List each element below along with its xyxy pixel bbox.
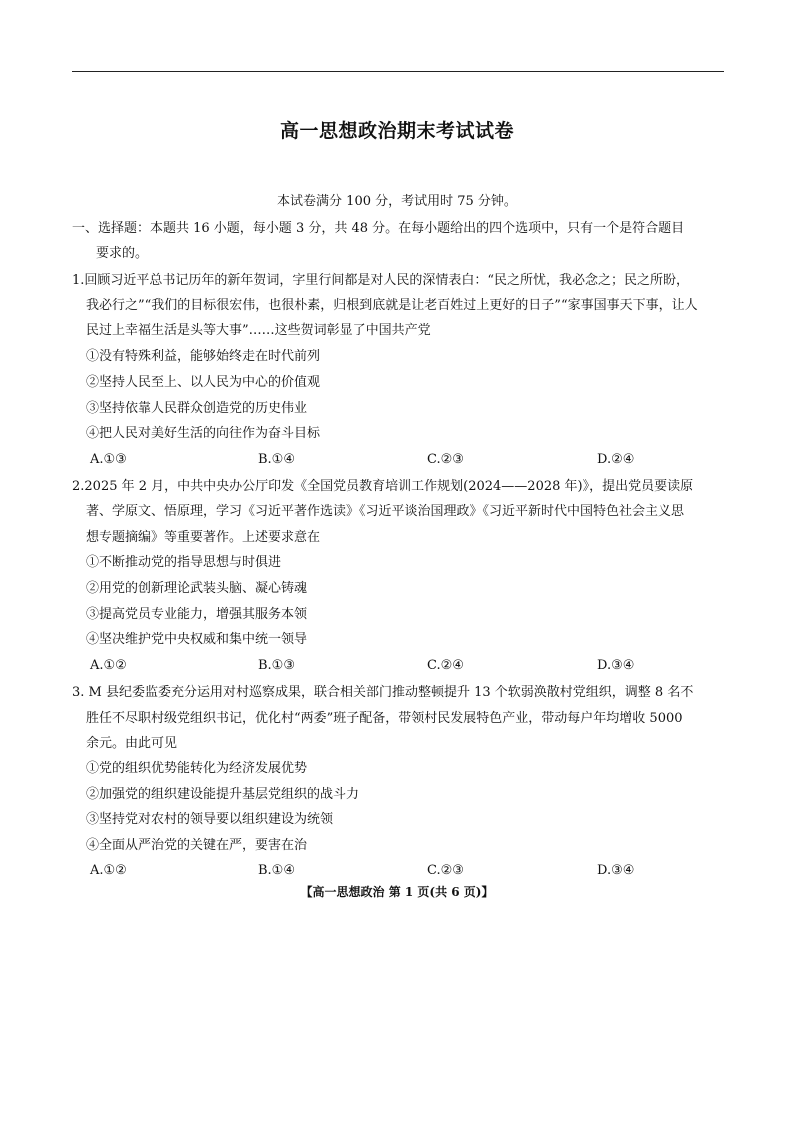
option-c[interactable]: C.②③ bbox=[427, 452, 464, 467]
statement-item: ④全面从严治党的关键在严，要害在治 bbox=[86, 838, 308, 853]
option-d[interactable]: D.③④ bbox=[597, 863, 635, 878]
page-footer: 【高一思想政治 第 1 页(共 6 页)】 bbox=[300, 885, 494, 899]
statement-item: ④坚决维护党中央权威和集中统一领导 bbox=[86, 632, 308, 647]
option-d[interactable]: D.②④ bbox=[597, 452, 635, 467]
option-c[interactable]: C.②④ bbox=[427, 658, 464, 673]
question-stem-line: 我必行之”“我们的目标很宏伟，也很朴素，归根到底就是让老百姓过上更好的日子”“家事国事天下事，让人 bbox=[86, 298, 698, 313]
section-instruction-cont: 要求的。 bbox=[96, 246, 149, 261]
question-stem-line: 1.回顾习近平总书记历年的新年贺词，字里行间都是对人民的深情表白：“民之所忧，我必念之；民之所盼， bbox=[72, 273, 690, 288]
statement-item: ②加强党的组织建设能提升基层党组织的战斗力 bbox=[86, 787, 360, 802]
question-stem-line: 民过上幸福生活是头等大事”……这些贺词彰显了中国共产党 bbox=[86, 323, 431, 338]
header-rule bbox=[72, 71, 724, 72]
section-instruction: 一、选择题：本题共 16 小题，每小题 3 分，共 48 分。在每小题给出的四个选项中，只有一个是符合题目 bbox=[72, 221, 685, 236]
option-d[interactable]: D.③④ bbox=[597, 658, 635, 673]
statement-item: ③坚持依靠人民群众创造党的历史伟业 bbox=[86, 401, 308, 416]
question-stem-line: 余元。由此可见 bbox=[86, 736, 178, 751]
statement-item: ②用党的创新理论武装头脑、凝心铸魂 bbox=[86, 581, 308, 596]
page-title: 高一思想政治期末考试试卷 bbox=[279, 120, 514, 142]
statement-item: ③提高党员专业能力，增强其服务本领 bbox=[86, 607, 308, 622]
question-stem-line: 2.2025 年 2 月，中共中央办公厅印发《全国党员教育培训工作规划(2024——2028 年)》，提出党员要读原 bbox=[72, 479, 694, 494]
option-a[interactable]: A.①③ bbox=[90, 452, 127, 467]
option-a[interactable]: A.①② bbox=[90, 658, 127, 673]
statement-item: ①不断推动党的指导思想与时俱进 bbox=[86, 555, 282, 570]
question-stem-line: 想专题摘编》等重要著作。上述要求意在 bbox=[86, 530, 321, 545]
exam-info: 本试卷满分 100 分，考试用时 75 分钟。 bbox=[277, 194, 517, 209]
option-a[interactable]: A.①② bbox=[90, 863, 127, 878]
statement-item: ②坚持人民至上、以人民为中心的价值观 bbox=[86, 375, 321, 390]
statement-item: ③坚持党对农村的领导要以组织建设为统领 bbox=[86, 812, 334, 827]
question-stem-line: 著、学原文、悟原理，学习《习近平著作选读》《习近平谈治国理政》《习近平新时代中国特色社会主义思 bbox=[86, 504, 685, 519]
option-b[interactable]: B.①④ bbox=[258, 863, 295, 878]
question-stem-line: 胜任不尽职村级党组织书记，优化村“两委”班子配备，带领村民发展特色产业，带动每户年均增收 5000 bbox=[86, 711, 683, 726]
option-c[interactable]: C.②③ bbox=[427, 863, 464, 878]
statement-item: ①没有特殊利益，能够始终走在时代前列 bbox=[86, 349, 321, 364]
option-b[interactable]: B.①④ bbox=[258, 452, 295, 467]
statement-item: ①党的组织优势能转化为经济发展优势 bbox=[86, 761, 308, 776]
option-b[interactable]: B.①③ bbox=[258, 658, 295, 673]
statement-item: ④把人民对美好生活的向往作为奋斗目标 bbox=[86, 426, 321, 441]
question-stem-line: 3. M 县纪委监委充分运用对村巡察成果，联合相关部门推动整顿提升 13 个软弱涣散村党组织，调整 8 名不 bbox=[72, 685, 694, 700]
